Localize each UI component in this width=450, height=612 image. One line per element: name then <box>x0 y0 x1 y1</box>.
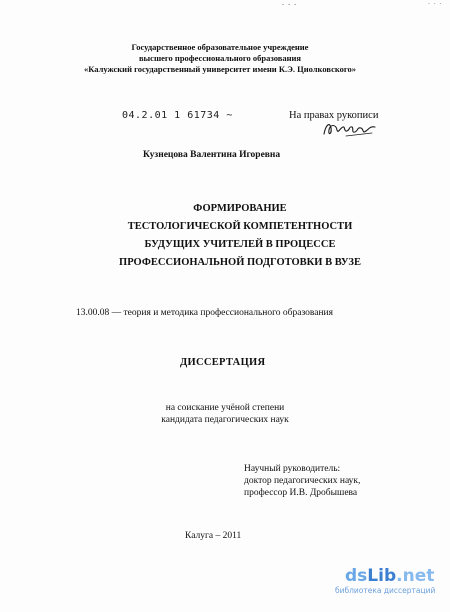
registration-number: 04.2.01 1 61734 ~ <box>122 110 233 121</box>
logo-part-lib: Lib <box>367 566 397 586</box>
supervisor-line-3: профессор И.В. Дробышева <box>244 488 358 498</box>
institution-header <box>40 42 400 75</box>
handwritten-signature <box>320 118 380 140</box>
degree-line-1: на соискание учёной степени <box>165 403 285 413</box>
title-line-2: ТЕСТОЛОГИЧЕСКОЙ КОМПЕТЕНТНОСТИ <box>127 221 353 232</box>
supervisor-block <box>244 463 360 499</box>
institution-line-2: высшего профессионального образования <box>138 53 302 63</box>
dissertation-title <box>80 200 400 272</box>
title-line-3: БУДУЩИХ УЧИТЕЛЕЙ В ПРОЦЕССЕ <box>144 239 336 250</box>
degree-line-2: кандидата педагогических наук <box>161 415 289 425</box>
watermark-caption: библиотека диссертаций <box>335 586 436 595</box>
title-line-4: ПРОФЕССИОНАЛЬНОЙ ПОДГОТОВКИ В ВУЗЕ <box>119 257 361 268</box>
institution-line-3: «Калужский государственный университет имени К.Э. Циолковского» <box>83 64 357 74</box>
author-name: Кузнецова Валентина Игоревна <box>143 150 281 160</box>
dslib-logo <box>345 566 445 586</box>
city-year: Калуга – 2011 <box>185 531 242 541</box>
document-type: ДИССЕРТАЦИЯ <box>180 357 266 368</box>
supervisor-line-2: доктор педагогических наук, <box>244 476 361 486</box>
specialty-code: 13.00.08 — теория и методика профессионального образования <box>76 308 334 318</box>
manuscript-rights-note: На правах рукописи <box>289 110 379 121</box>
logo-part-ds: ds <box>345 566 368 586</box>
institution-line-1: Государственное образовательное учреждение <box>131 42 309 52</box>
supervisor-line-1: Научный руководитель: <box>244 464 341 474</box>
scan-mark-left: - - - <box>282 1 298 8</box>
logo-part-net: .net <box>396 566 435 586</box>
degree-info <box>120 402 330 426</box>
title-line-1: ФОРМИРОВАНИЕ <box>193 203 287 214</box>
dslib-watermark[interactable] <box>335 566 445 606</box>
scan-mark-right: · · · <box>428 1 443 8</box>
